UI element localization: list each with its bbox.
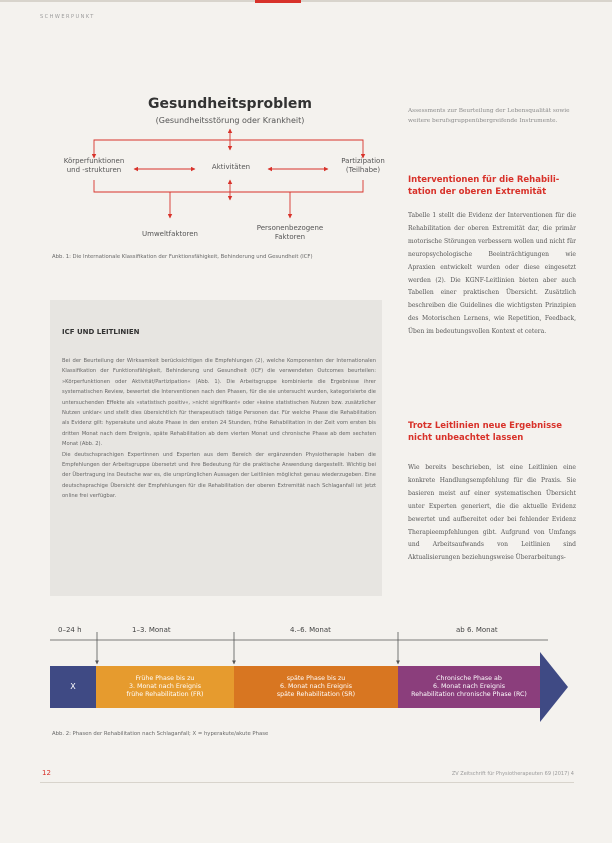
node-body-functions-line-1: Körperfunktionen (63, 157, 125, 165)
timeline-label-from-6-month: ab 6. Monat (456, 626, 498, 634)
phase-late-line-1: späte Phase bis zu (286, 675, 346, 683)
guidelines-paragraph: Wie bereits beschrieben, ist eine Leitlinien eine konkrete Handlungsempfehlung für die Praxis. Sie basieren meist auf einer systematischen Übersicht unter Experten generiert, die die aktuelle Evidenz bewertet und aufbereitet oder bei fehlender Evidenz Therapieempfehlungen gibt. Aufgrund von Umfangs und Arbeitsaufwands von Leitlinien sind Aktualisierungen beziehungsweise Überarbeitungs- (408, 464, 576, 562)
icf-box-paragraph: Die deutschsprachigen Expertinnen und Experten aus dem Bereich der ergänzenden Physiotherapie haben die Empfehlungen der Arbeitsgruppe übersetzt und ihre Bedeutung für die praktische Anwendung dargestellt. Wichtig bei der Übertragung ins Deutsche war es, die ursprünglichen Aussagen der Leitlinien möglichst genau wiederzugeben. Eine deutschsprachige Übersicht der Empfehlungen für die Rehabilitation der oberen Extremität nach Schlaganfall ist jetzt online frei verfügbar. (62, 451, 376, 500)
phase-chronic (398, 666, 540, 708)
interventions-paragraph: Tabelle 1 stellt die Evidenz der Interventionen für die Rehabilitation der oberen Extremität dar, die primär motorische Störungen verbessern wollen und nicht für neuropsychologische Beeinträchtigungen wie Apraxien entwickelt wurden oder diese eingesetzt werden (2). Die KGNF-Leitlinien bieten aber auch Tabellen einer praktischen Übersicht. Zusätzlich beschreiben die Guidelines die wichtigsten Prinzipien des Motorischen Lernens, wie Repetition, Feedback, Üben im bedeutungsvollen Kontext et cetera. (408, 212, 576, 336)
timeline-label-1-3-month: 1–3. Monat (132, 626, 171, 634)
timeline-label-4-6-month: 4.–6. Monat (290, 626, 331, 634)
figure-1-caption: Abb. 1: Die Internationale Klassifikation der Funktionsfähigkeit, Behinderung und Gesundheit (ICF) (52, 254, 313, 260)
phase-late-line-3: späte Rehabilitation (SR) (276, 690, 356, 698)
node-personal-factors-line-1: Personenbezogene (256, 224, 324, 232)
diagram-title: Gesundheitsproblem (147, 96, 312, 112)
footer-journal: ZV Zeitschrift für Physiotherapeuten 69 (2017) 4 (451, 771, 574, 777)
diagram-subtitle: (Gesundheitsstörung oder Krankheit) (155, 116, 305, 125)
phase-chronic-line-3: Rehabilitation chronische Phase (RC) (411, 690, 527, 698)
phase-early-rehabilitation (96, 666, 234, 708)
phase-early-line-2: 3. Monat nach Ereignis (129, 683, 201, 691)
heading-guidelines-line-1: Trotz Leitlinien neue Ergebnisse (408, 421, 562, 431)
node-environmental-factors: Umweltfaktoren (142, 230, 198, 238)
icf-box-heading: ICF UND LEITLINIEN (62, 328, 140, 336)
timeline-arrowhead (540, 652, 568, 722)
phase-early-line-1: Frühe Phase bis zu (135, 675, 195, 683)
right-column-intro: Assessments zur Beurteilung der Lebensqualität sowie weitere berufsgruppenübergreifende Instrumente. (408, 108, 570, 124)
heading-guidelines-line-2: nicht unbeachtet lassen (408, 433, 524, 443)
node-participation-line-2: (Teilhabe) (345, 166, 381, 175)
node-participation-line-1: Partizipation (341, 157, 385, 165)
node-activities: Aktivitäten (211, 163, 251, 171)
phase-early-line-3: frühe Rehabilitation (FR) (126, 690, 204, 698)
footer-rule (40, 782, 574, 783)
icf-box-paragraph: Bei der Beurteilung der Wirksamkeit berücksichtigen die Empfehlungen (2), welche Komponenten der Internationalen Klassifikation der Funktionsfähigkeit, Behinderung und Gesundheit (ICF) die verwendeten Outcomes beurteilen: »Körperfunktionen oder Aktivität/Partizipation« (Abb. 1). Die Arbeitsgruppe kombinierte die Ergebnisse ihrer systematischen Review, bewertet die Interventionen nach den Phasen, für die sie untersucht wurden, kategorisierte die untersuchenden Effekte als »statistisch positiv«, »nicht signifikant« oder »keine statistischen Nutzen bzw. zusätzlicher Nutzen unklar« und stellt dies übersichtlich für therapeutisch tätige Personen dar. Für welche Phase die Rehabilitation als Evidenz gilt: hyperakute und akute Phase in den ersten 24 Stunden, frühe Rehabilitation in der Zeit vom ersten bis dritten Monat nach dem Ereignis, späte Rehabilitation ab dem vierten Monat und chronische Phase ab dem sechsten Monat (Abb. 2). (62, 358, 376, 448)
section-label: SCHWERPUNKT (40, 14, 95, 20)
phase-hyperacute: X (50, 666, 96, 708)
phase-chronic-line-1: Chronische Phase ab (436, 675, 502, 683)
figure-2-caption: Abb. 2: Phasen der Rehabilitation nach Schlaganfall; X = hyperakute/akute Phase (52, 731, 269, 737)
timeline-label-0-24h: 0–24 h (58, 626, 82, 634)
phase-late-rehabilitation (234, 666, 398, 708)
phase-chronic-line-2: 6. Monat nach Ereignis (432, 683, 505, 691)
heading-interventions-line-2: tation der oberen Extremität (408, 187, 547, 197)
page-number: 12 (42, 769, 51, 777)
node-body-functions-line-2: und -strukturen (66, 166, 122, 175)
phase-late-line-2: 6. Monat nach Ereignis (279, 683, 352, 691)
heading-interventions-line-1: Interventionen für die Rehabili- (408, 175, 560, 185)
node-personal-factors-line-2: Faktoren (274, 233, 306, 242)
